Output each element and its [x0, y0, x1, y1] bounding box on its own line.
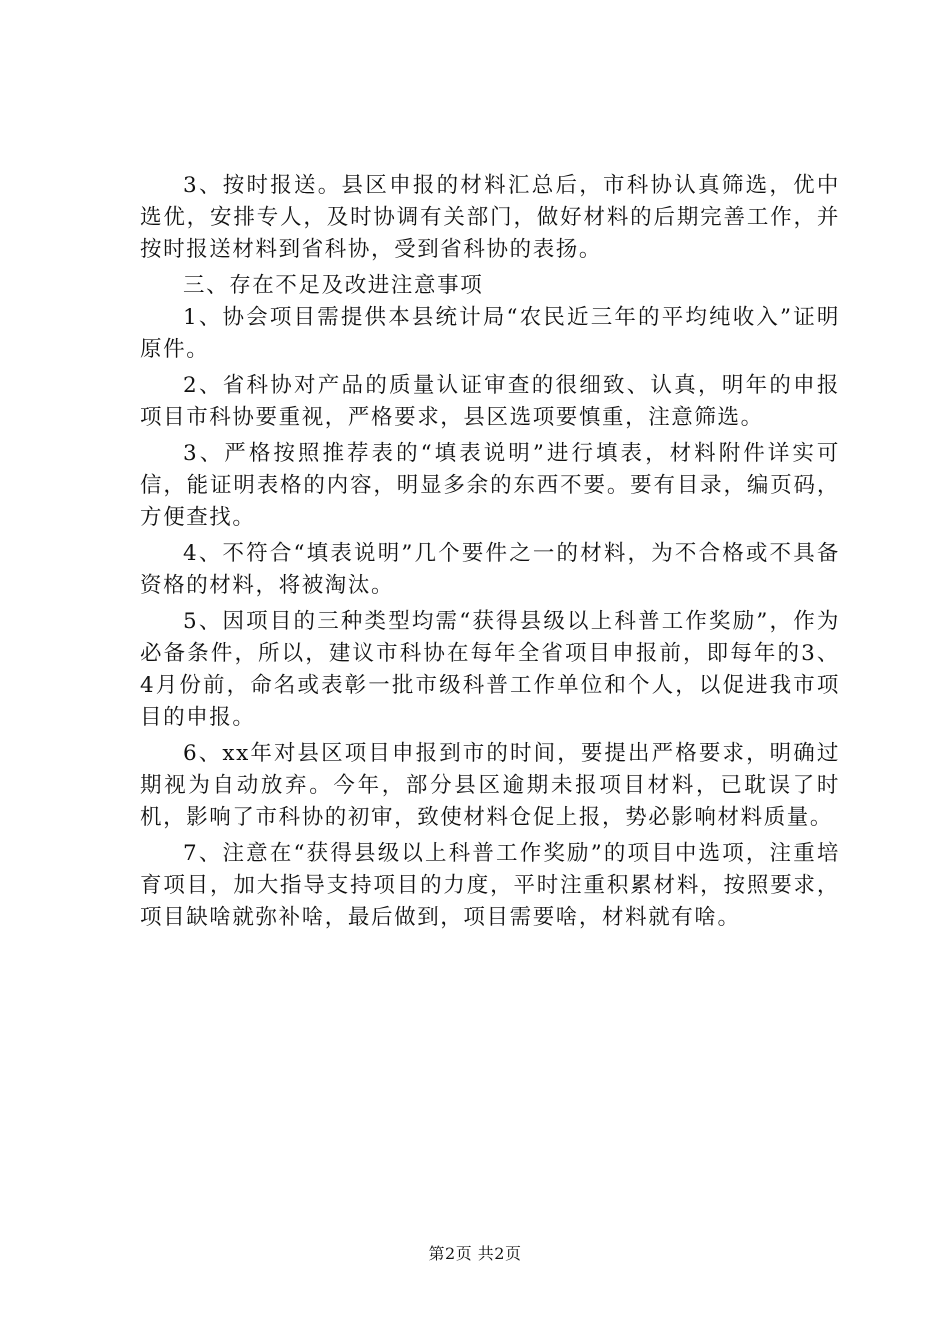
paragraph-item-7: 7、注意在“获得县级以上科普工作奖励”的项目中选项，注重培育项目，加大指导支持项目的力度，平时注重积累材料，按照要求，项目缺啥就弥补啥，最后做到，项目需要啥，材料就有啥。 [140, 841, 840, 930]
document-body [140, 170, 840, 938]
paragraph-item-4: 4、不符合“填表说明”几个要件之一的材料，为不合格或不具备资格的材料，将被淘汰。 [140, 541, 840, 598]
section-heading-shortcomings: 三、存在不足及改进注意事项 [183, 273, 484, 298]
paragraph-item-1: 1、协会项目需提供本县统计局“农民近三年的平均纯收入”证明原件。 [140, 305, 840, 362]
paragraph-item-2: 2、省科协对产品的质量认证审查的很细致、认真，明年的申报项目市科协要重视，严格要求，县区选项要慎重，注意筛选。 [140, 373, 840, 430]
page-number-footer: 第2页 共2页 [428, 1244, 522, 1263]
paragraph-item-3: 3、严格按照推荐表的“填表说明”进行填表，材料附件详实可信，能证明表格的内容，明显多余的东西不要。要有目录，编页码，方便查找。 [140, 441, 840, 530]
paragraph-item-5: 5、因项目的三种类型均需“获得县级以上科普工作奖励”，作为必备条件，所以，建议市科协在每年全省项目申报前，即每年的3、4月份前，命名或表彰一批市级科普工作单位和个人，以促进我市项目的申报。 [140, 609, 840, 730]
paragraph-3-timely-submission: 3、按时报送。县区申报的材料汇总后，市科协认真筛选，优中选优，安排专人，及时协调有关部门，做好材料的后期完善工作，并按时报送材料到省科协，受到省科协的表扬。 [140, 173, 840, 262]
paragraph-item-6: 6、xx年对县区项目申报到市的时间，要提出严格要求，明确过期视为自动放弃。今年，部分县区逾期未报项目材料，已耽误了时机，影响了市科协的初审，致使材料仓促上报，势必影响材料质量。 [140, 741, 840, 830]
